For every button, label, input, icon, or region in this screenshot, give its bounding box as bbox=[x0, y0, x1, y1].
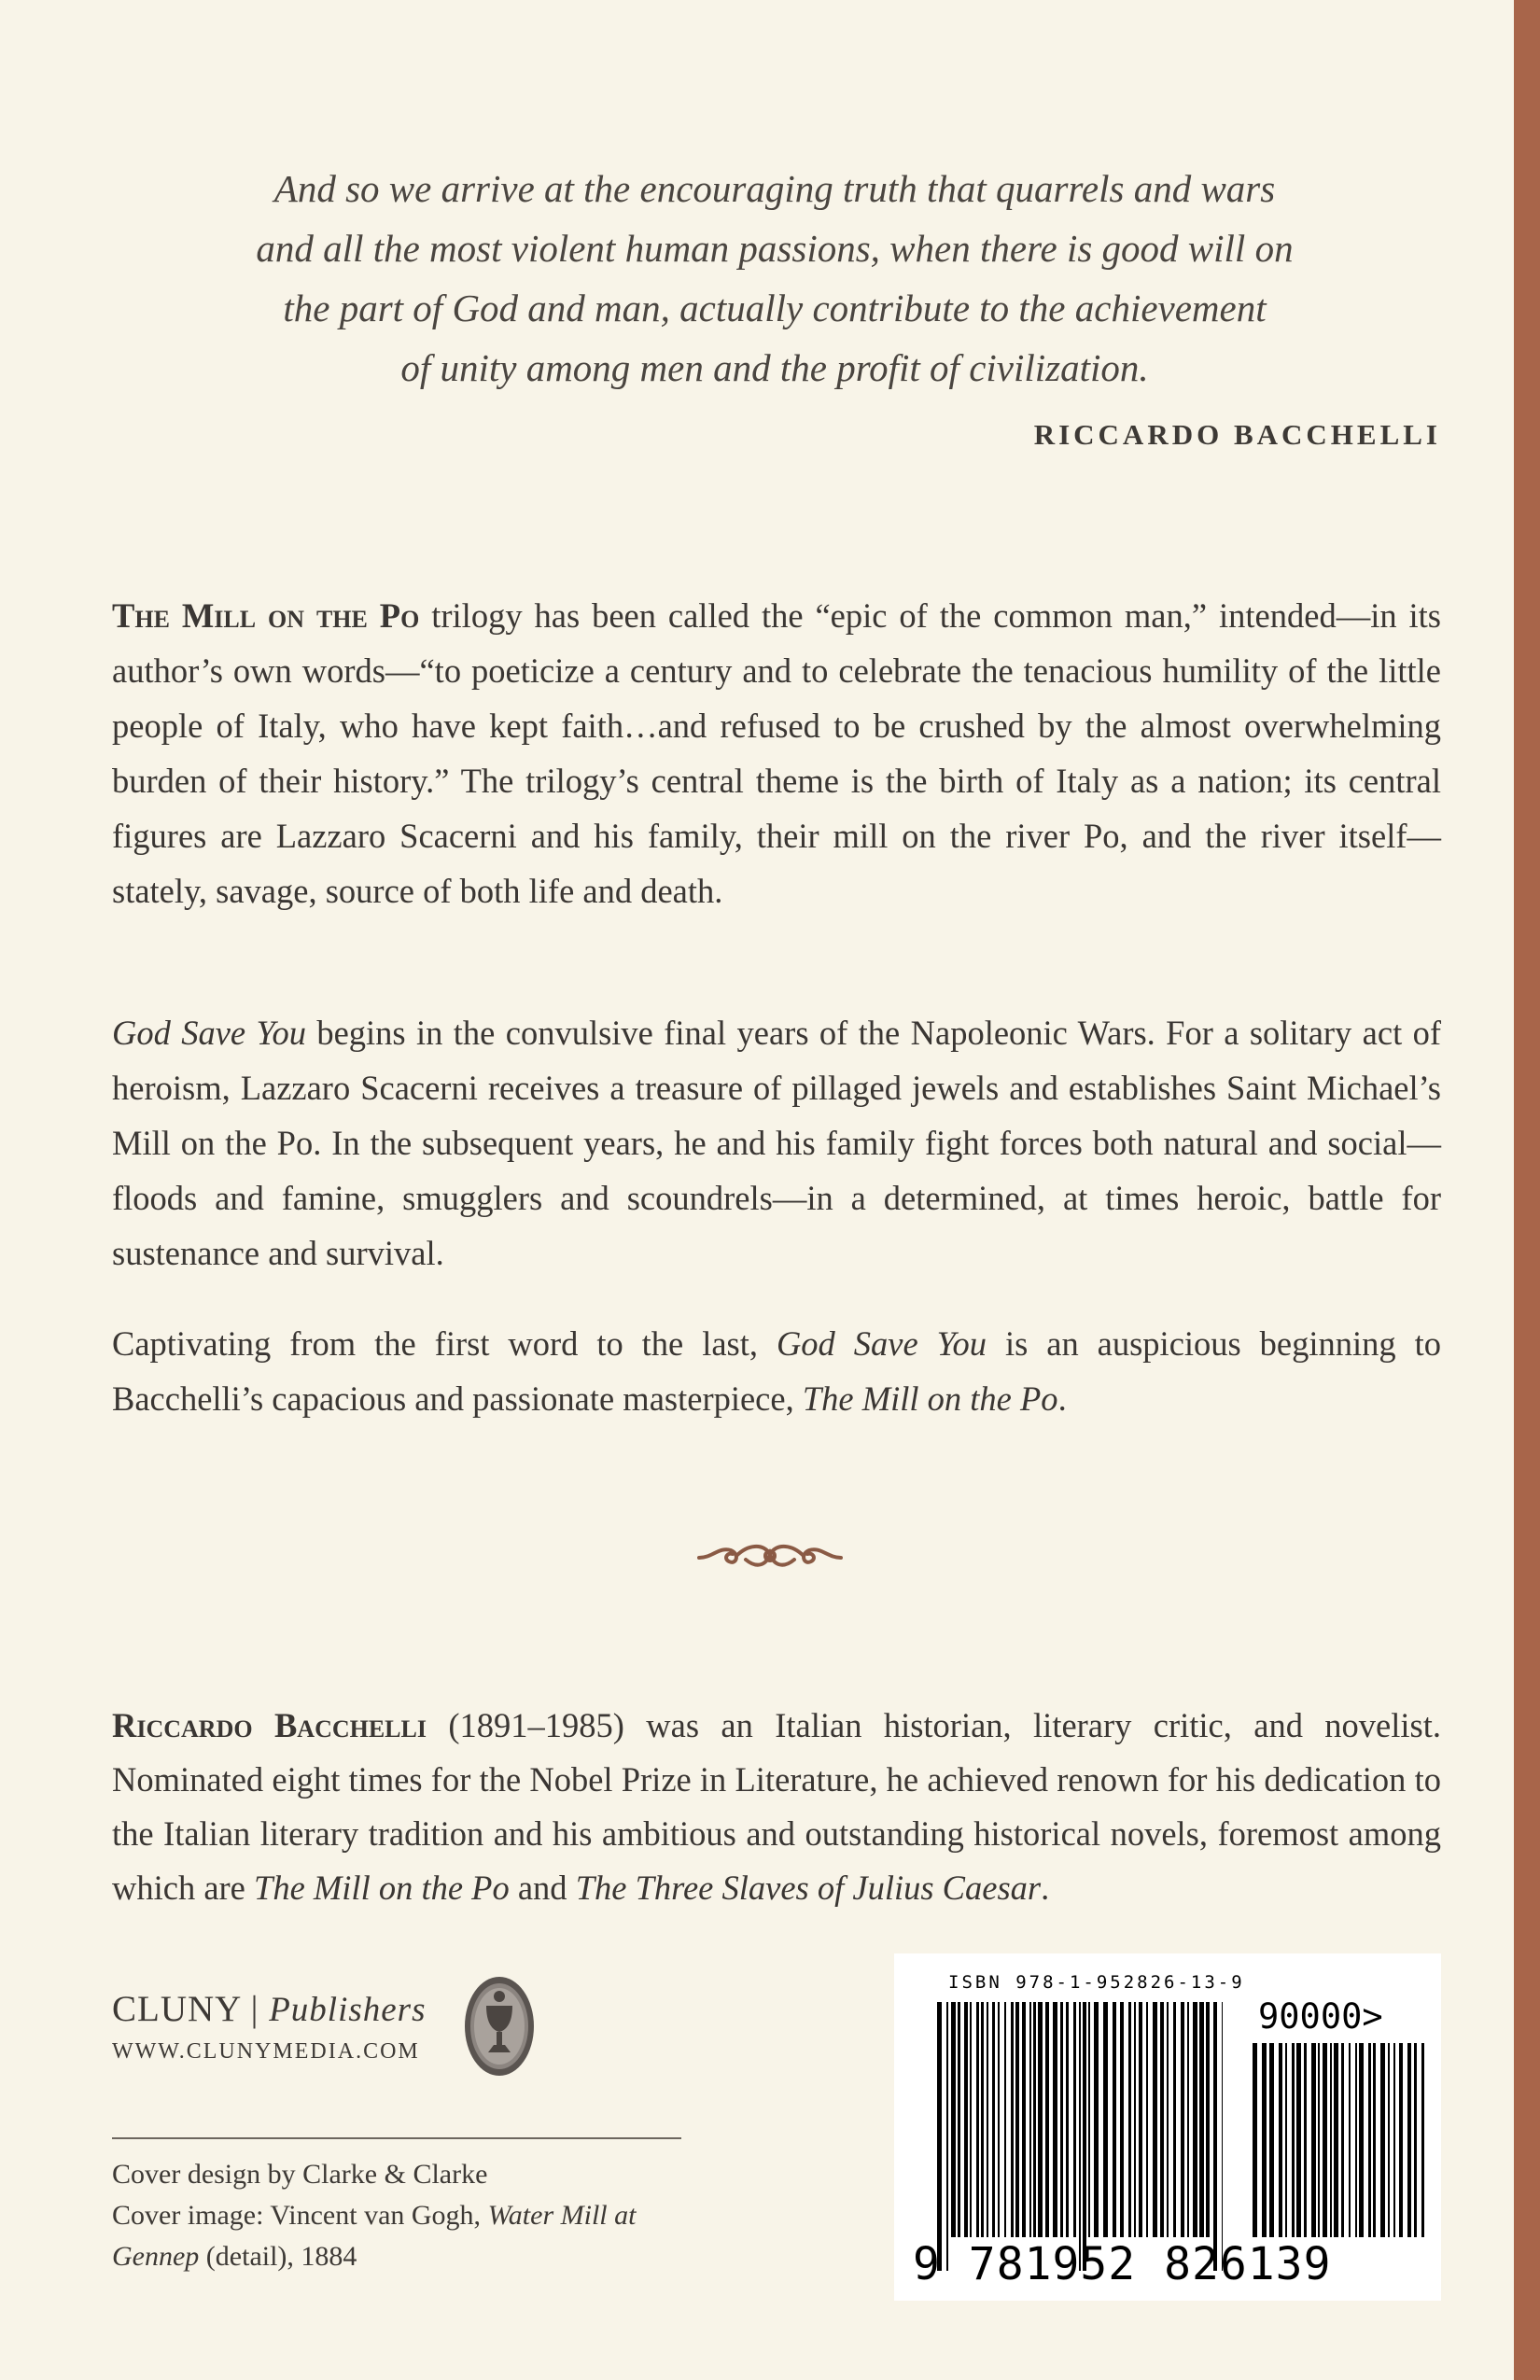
barcode-bar bbox=[1380, 2043, 1385, 2237]
barcode-bar bbox=[1045, 2002, 1049, 2237]
barcode-bar bbox=[1341, 2043, 1344, 2237]
barcode-bars-addon bbox=[1253, 2043, 1426, 2271]
barcode-bar bbox=[1033, 2002, 1036, 2237]
barcode-bar bbox=[1079, 2002, 1081, 2271]
barcode-bar bbox=[1388, 2043, 1390, 2237]
barcode-bar bbox=[1311, 2043, 1316, 2237]
barcode-bar bbox=[1120, 2002, 1124, 2237]
barcode-bar bbox=[1199, 2002, 1204, 2237]
author-bio bbox=[112, 1699, 1441, 1915]
barcode-bar bbox=[1368, 2043, 1371, 2237]
barcode-bars-main bbox=[937, 2002, 1223, 2271]
spine-edge bbox=[1514, 0, 1540, 2380]
barcode-bar bbox=[1193, 2002, 1197, 2237]
barcode-bar bbox=[1399, 2043, 1403, 2237]
barcode-bar bbox=[1011, 2002, 1014, 2237]
blurb-text: begins in the convulsive final years of the Napoleonic Wars. For a solitary act of heroism, Lazzaro Scacerni receives a treasure of pillaged jewels and establishes Saint Michael’s Mill on the Po. In the subsequent years, he and his family fight forces both natural and social—floods and famine, smugglers and scoundrels—in a determined, at times heroic, battle for sustenance and survival. bbox=[112, 1014, 1442, 1272]
chalice-medallion-icon bbox=[462, 1974, 537, 2079]
author-name: Riccardo Bacchelli bbox=[112, 1706, 427, 1744]
publisher-suffix: Publishers bbox=[269, 1991, 427, 2029]
barcode-bar bbox=[1128, 2002, 1131, 2237]
blurb-text: trilogy has been called the “epic of the common man,” intended—in its author’s own words—“to poeticize a century and to celebrate the tenacious humility of the little people of Italy, who have kept faith…and refused to be crushed by the almost overwhelming burden of their history.” The trilogy’s central theme is the birth of Italy as a nation; its central figures are Lazzaro Scacerni and his family, their mill on the river Po, and the river itself—stately, savage, source of both life and death. bbox=[112, 596, 1441, 910]
blurb-paragraph-2 bbox=[112, 1005, 1441, 1281]
blurb-paragraph-1 bbox=[112, 588, 1441, 918]
epigraph-line: of unity among men and the profit of civilization. bbox=[400, 346, 1149, 389]
barcode-bar bbox=[1414, 2043, 1417, 2237]
barcode-bar bbox=[970, 2002, 972, 2237]
barcode-bar bbox=[1262, 2043, 1267, 2237]
book-title: The Three Slaves of Julius Caesar bbox=[575, 1869, 1042, 1907]
barcode-bar bbox=[1359, 2043, 1364, 2237]
bio-text: (1891–1985) was an Italian historian, literary critic, and novelist. Nominated eight times for the Nobel Prize in Literature, he achieved renown for his dedication to the Italian literary tradition and his ambitious and outstanding historical novels, foremost among which are bbox=[112, 1706, 1442, 1907]
barcode-bar bbox=[1253, 2043, 1257, 2237]
barcode-bar bbox=[1222, 2002, 1223, 2271]
barcode-bar bbox=[1066, 2002, 1069, 2237]
isbn-label: ISBN 978-1-952826-13-9 bbox=[948, 1972, 1245, 1993]
barcode-bar bbox=[1173, 2002, 1176, 2237]
epigraph-author: RICCARDO BACCHELLI bbox=[1033, 418, 1441, 451]
barcode-bar bbox=[951, 2002, 956, 2237]
barcode-bar bbox=[976, 2002, 979, 2237]
barcode-bar bbox=[1206, 2002, 1210, 2237]
barcode-bar bbox=[1393, 2043, 1395, 2237]
barcode-bar bbox=[1181, 2002, 1184, 2237]
barcode-bar bbox=[1029, 2002, 1031, 2237]
barcode-bar bbox=[1349, 2043, 1351, 2237]
barcode-bar bbox=[1269, 2043, 1274, 2237]
barcode-bar bbox=[1060, 2002, 1063, 2237]
barcode-bar bbox=[998, 2002, 1000, 2237]
barcode-bar bbox=[1304, 2043, 1307, 2237]
painting-title: Water Mill at Gennep bbox=[112, 2200, 637, 2272]
cover-credits bbox=[112, 2154, 709, 2277]
bio-text: and bbox=[509, 1869, 576, 1907]
epigraph-line: the part of God and man, actually contribute to the achievement bbox=[283, 287, 1267, 329]
barcode-bar bbox=[1355, 2043, 1357, 2237]
barcode-bar bbox=[1279, 2043, 1282, 2237]
barcode-bar bbox=[987, 2002, 988, 2237]
barcode-bar bbox=[1421, 2043, 1424, 2237]
barcode-bar bbox=[1292, 2043, 1295, 2237]
barcode-bar bbox=[1146, 2002, 1148, 2237]
flourish-ornament-icon bbox=[695, 1533, 845, 1576]
blurb-text: Captivating from the first word to the last, bbox=[112, 1324, 777, 1363]
trilogy-title: The Mill on the Po bbox=[112, 596, 420, 635]
barcode-bar bbox=[1083, 2002, 1086, 2271]
barcode-bar bbox=[937, 2002, 942, 2271]
blurb-text: . bbox=[1057, 1379, 1067, 1418]
publisher-name: CLUNY bbox=[112, 1989, 241, 2029]
barcode-bar bbox=[1160, 2002, 1164, 2237]
book-title: God Save You bbox=[112, 1014, 306, 1052]
trilogy-title: The Mill on the Po bbox=[802, 1379, 1058, 1418]
barcode-bar bbox=[1323, 2043, 1327, 2237]
barcode-bar bbox=[1134, 2002, 1136, 2237]
barcode-bar bbox=[946, 2002, 948, 2271]
barcode-bar bbox=[981, 2002, 984, 2237]
barcode-bar bbox=[1053, 2002, 1057, 2237]
barcode-bar bbox=[992, 2002, 995, 2237]
barcode-bar bbox=[1139, 2002, 1142, 2237]
barcode-bar bbox=[1167, 2002, 1169, 2237]
barcode-bar bbox=[1088, 2002, 1090, 2237]
barcode-bar bbox=[1015, 2002, 1019, 2237]
barcode-bar bbox=[1113, 2002, 1116, 2237]
barcode-digits: 9 781952 826139 bbox=[913, 2238, 1332, 2290]
barcode-bar bbox=[1073, 2002, 1076, 2237]
barcode-bar bbox=[1103, 2002, 1108, 2237]
barcode-bar bbox=[1330, 2043, 1332, 2237]
epigraph-line: and all the most violent human passions, when there is good will on bbox=[256, 227, 1294, 270]
bio-text: . bbox=[1041, 1869, 1050, 1907]
barcode-bar bbox=[1153, 2002, 1157, 2237]
cover-image-detail: (detail), 1884 bbox=[199, 2241, 357, 2272]
barcode-bar bbox=[1373, 2043, 1376, 2237]
publisher-separator: | bbox=[240, 1989, 270, 2029]
barcode-bar bbox=[1334, 2043, 1338, 2237]
isbn-barcode bbox=[894, 1953, 1441, 2301]
epigraph-line: And so we arrive at the encouraging truth that quarrels and wars bbox=[273, 167, 1276, 210]
epigraph-quote bbox=[205, 159, 1344, 398]
barcode-bar bbox=[1022, 2002, 1026, 2237]
book-title: God Save You bbox=[776, 1324, 987, 1363]
barcode-bar bbox=[958, 2002, 960, 2237]
barcode-bar bbox=[1094, 2002, 1099, 2237]
blurb-text: is an auspicious beginning to Bacchelli’s capacious and passionate masterpiece, bbox=[112, 1324, 1441, 1418]
publisher-website: WWW.CLUNYMEDIA.COM bbox=[112, 2039, 420, 2064]
barcode-bar bbox=[1004, 2002, 1006, 2237]
barcode-bar bbox=[964, 2002, 968, 2237]
price-code: 90000> bbox=[1258, 1996, 1383, 2037]
barcode-bar bbox=[1285, 2043, 1287, 2237]
barcode-bar bbox=[1187, 2002, 1189, 2237]
barcode-bar bbox=[1038, 2002, 1043, 2237]
barcode-bar bbox=[1296, 2043, 1301, 2237]
credits-divider bbox=[112, 2137, 681, 2139]
barcode-bar bbox=[1213, 2002, 1217, 2271]
barcode-bar bbox=[1318, 2043, 1320, 2237]
blurb-paragraph-3 bbox=[112, 1316, 1441, 1426]
cover-image-credit: Cover image: Vincent van Gogh, bbox=[112, 2200, 488, 2231]
book-title: The Mill on the Po bbox=[254, 1869, 510, 1907]
barcode-bar bbox=[1407, 2043, 1411, 2237]
cover-design-credit: Cover design by Clarke & Clarke bbox=[112, 2159, 488, 2190]
